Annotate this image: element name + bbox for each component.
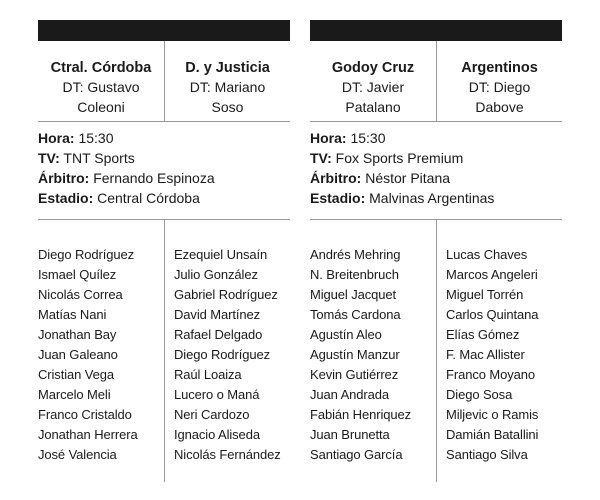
column-divider: [164, 220, 165, 482]
home-team-coach: DT: Javier: [341, 79, 405, 95]
player-name: Rafael Delgado: [174, 327, 263, 342]
arbitro-value: Néstor Pitana: [365, 170, 451, 186]
player-name: Santiago Silva: [446, 447, 528, 462]
player-name: Franco Cristaldo: [38, 407, 132, 422]
match-info: [38, 122, 290, 220]
info-hora: [310, 128, 562, 148]
player-name: Juan Brunetta: [310, 427, 390, 442]
player-name: Andrés Mehring: [310, 247, 401, 262]
estadio-value: Central Córdoba: [97, 190, 200, 206]
player-name: F. Mac Allister: [446, 347, 525, 362]
hora-value: 15:30: [350, 130, 386, 146]
match-card-central-cordoba-vs-defensa-y-justicia: [38, 20, 290, 482]
away-team-coach: DT: Mariano: [189, 79, 266, 95]
home-team-coach-surname: Coleoni: [77, 99, 125, 115]
card-header-bar: [38, 20, 290, 41]
home-team-name: Godoy Cruz: [331, 60, 415, 76]
away-team-coach-surname: Dabove: [475, 99, 524, 115]
player-name: Raúl Loaiza: [174, 367, 242, 382]
match-card-godoy-cruz-vs-argentinos: [310, 20, 562, 482]
away-team-name: D. y Justicia: [185, 60, 270, 76]
away-team: [437, 41, 562, 121]
home-lineup: [310, 245, 435, 465]
player-name: David Martínez: [174, 307, 261, 322]
home-team-coach-surname: Patalano: [345, 99, 401, 115]
player-name: Franco Moyano: [446, 367, 536, 382]
tv-label: TV:: [310, 150, 332, 166]
player-name: Juan Andrada: [310, 387, 390, 402]
home-team-name: Ctral. Córdoba: [50, 60, 152, 76]
player-name: Ezequiel Unsaín: [174, 247, 268, 262]
column-divider: [436, 220, 437, 482]
arbitro-value: Fernando Espinoza: [93, 170, 215, 186]
info-arbitro: [38, 168, 290, 188]
estadio-label: Estadio:: [310, 190, 366, 206]
player-name: Jonathan Herrera: [38, 427, 138, 442]
player-name: Cristian Vega: [38, 367, 115, 382]
player-name: Ignacio Aliseda: [174, 427, 260, 442]
player-name: Agustín Manzur: [310, 347, 400, 362]
home-team: [38, 41, 164, 121]
player-name: Diego Sosa: [446, 387, 513, 402]
tv-value: TNT Sports: [63, 150, 135, 166]
arbitro-label: Árbitro:: [38, 170, 90, 186]
player-name: Fabián Henriquez: [310, 407, 412, 422]
away-team: [165, 41, 290, 121]
player-name: Elías Gómez: [446, 327, 520, 342]
match-info: [310, 122, 562, 220]
player-name: Santiago García: [310, 447, 403, 462]
player-name: Matías Nani: [38, 307, 107, 322]
info-estadio: [310, 188, 562, 208]
away-team-coach: DT: Diego: [468, 79, 531, 95]
tv-value: Fox Sports Premium: [335, 150, 464, 166]
away-team-coach-surname: Soso: [211, 99, 244, 115]
home-team: [310, 41, 436, 121]
teams-header: [310, 41, 562, 122]
info-estadio: [38, 188, 290, 208]
player-name: José Valencia: [38, 447, 117, 462]
player-name: N. Breitenbruch: [310, 267, 399, 282]
lineups: [310, 220, 562, 482]
player-name: Nicolás Fernández: [174, 447, 281, 462]
estadio-value: Malvinas Argentinas: [369, 190, 495, 206]
lineups: [38, 220, 290, 482]
hora-label: Hora:: [310, 130, 347, 146]
player-name: Gabriel Rodríguez: [174, 287, 278, 302]
player-name: Carlos Quintana: [446, 307, 539, 322]
player-name: Lucas Chaves: [446, 247, 528, 262]
player-name: Jonathan Bay: [38, 327, 117, 342]
tv-label: TV:: [38, 150, 60, 166]
home-lineup: [38, 245, 163, 465]
estadio-label: Estadio:: [38, 190, 94, 206]
player-name: Marcos Angeleri: [446, 267, 538, 282]
player-name: Miguel Torrén: [446, 287, 524, 302]
hora-label: Hora:: [38, 130, 75, 146]
info-arbitro: [310, 168, 562, 188]
away-team-name: Argentinos: [461, 60, 538, 76]
info-hora: [38, 128, 290, 148]
player-name: Damián Batallini: [446, 427, 539, 442]
away-lineup: [174, 245, 290, 465]
info-tv: [310, 148, 562, 168]
info-tv: [38, 148, 290, 168]
player-name: Agustín Aleo: [310, 327, 382, 342]
player-name: Diego Rodríguez: [38, 247, 135, 262]
player-name: Marcelo Meli: [38, 387, 111, 402]
arbitro-label: Árbitro:: [310, 170, 362, 186]
player-name: Miguel Jacquet: [310, 287, 397, 302]
player-name: Lucero o Maná: [174, 387, 260, 402]
player-name: Nicolás Correa: [38, 287, 123, 302]
player-name: Diego Rodríguez: [174, 347, 271, 362]
hora-value: 15:30: [78, 130, 114, 146]
player-name: Julio González: [174, 267, 258, 282]
player-name: Tomás Cardona: [310, 307, 401, 322]
card-header-bar: [310, 20, 562, 41]
player-name: Ismael Quílez: [38, 267, 117, 282]
teams-header: [38, 41, 290, 122]
player-name: Miljevic o Ramis: [446, 407, 539, 422]
player-name: Neri Cardozo: [174, 407, 250, 422]
home-team-coach: DT: Gustavo: [62, 79, 140, 95]
player-name: Juan Galeano: [38, 347, 118, 362]
away-lineup: [446, 245, 562, 465]
player-name: Kevin Gutiérrez: [310, 367, 399, 382]
